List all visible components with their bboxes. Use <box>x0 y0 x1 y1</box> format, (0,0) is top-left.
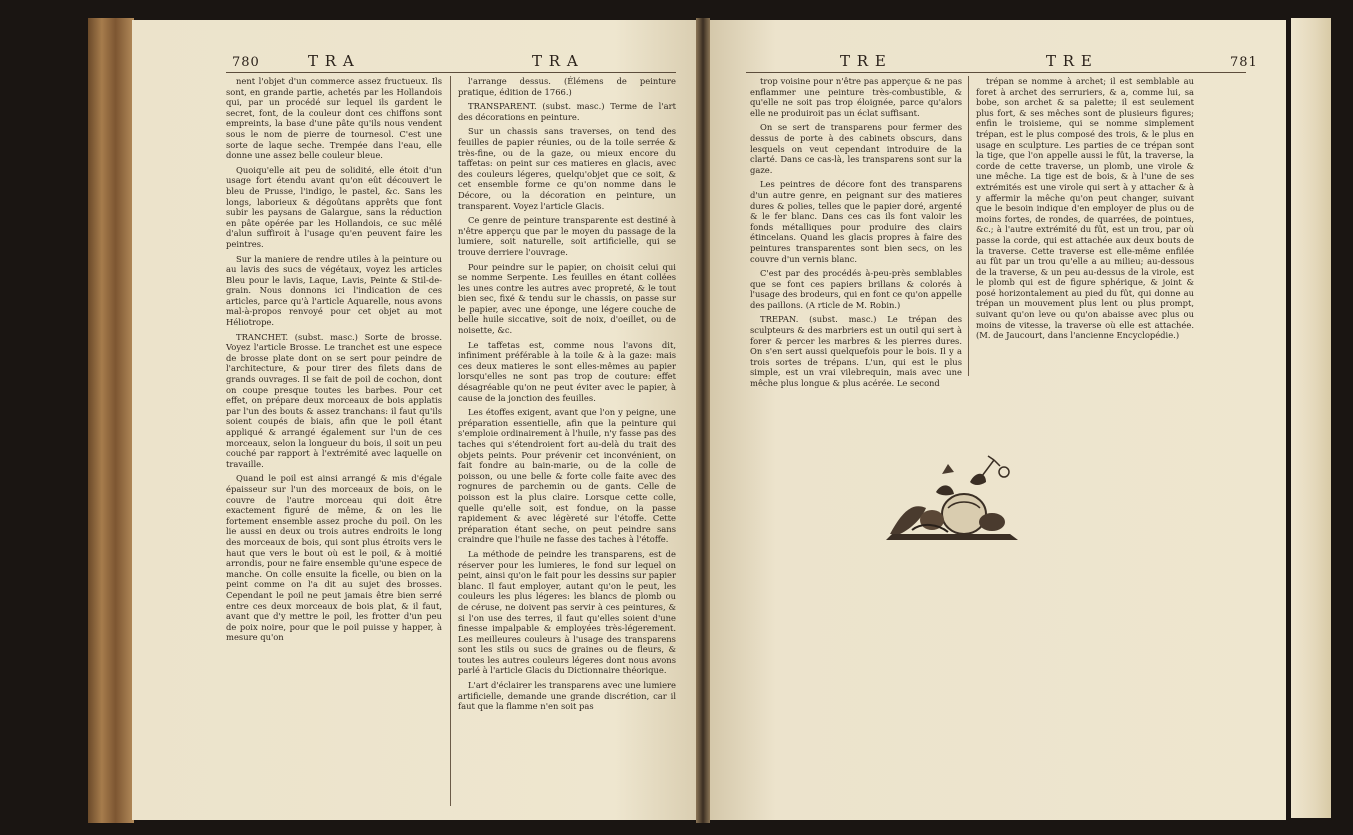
paragraph: TRANSPARENT. (subst. masc.) Terme de l'art des décorations en peinture. <box>458 101 676 122</box>
book-edge-left <box>88 18 134 823</box>
paragraph: Les étoffes exigent, avant que l'on y peigne, une préparation essentielle, afin que la peinture qui s'emploie ordinairement à l'huile, n'y fasse pas des taches qui s'étendroient fort au-delà du trait des objets peints. Pour prévenir cet inconvénient, on fait fondre au bain-marie, ou de la colle de poisson, ou une belle & forte colle faite avec des rognures de parchemin ou de gants. Celle de poisson est la plus claire. Lorsque cette colle, quelle qu'elle soit, est fondue, on la passe rapidement & avec légèreté sur l'étoffe. Cette préparation étant seche, on peut peindre sans craindre que l'huile ne fasse des taches à l'étoffe. <box>458 407 676 545</box>
left-column-1 <box>226 76 442 806</box>
left-column-2 <box>458 76 676 806</box>
right-column-1 <box>750 76 962 389</box>
right-column-2 <box>976 76 1194 376</box>
right-running-head-1: T R E <box>840 52 887 70</box>
paragraph: Le taffetas est, comme nous l'avons dit, infiniment préférable à la toile & à la gaze: mais ces deux matieres le sont elles-mêmes au papier lorsqu'elles ne sont pas trop de couture: effet désagréable qu'on ne peut éviter avec le papier, à cause de la jonction des feuilles. <box>458 339 676 403</box>
book-gutter <box>696 18 710 823</box>
floral-ornament-icon <box>882 452 1022 544</box>
paragraph: nent l'objet d'un commerce assez fructueux. Ils sont, en grande partie, achetés par les Hollandois qui, par un procédé sur lequel ils gardent le secret, font, de la couleur dont ces chiffons sont empreints, la base d'une pâte qu'ils nous vendent sous le nom de pierre de tournesol. C'est une sorte de laque seche. Trempée dans l'eau, elle donne une assez belle couleur bleue. <box>226 76 442 161</box>
left-running-head-1: T R A <box>308 52 355 70</box>
paragraph: C'est par des procédés à-peu-près semblables que se font ces papiers brillans & colorés à l'usage des brodeurs, qui en font ce qu'on appelle des paillons. (A rticle de M. Robin.) <box>750 268 962 310</box>
paragraph: TRANCHET. (subst. masc.) Sorte de brosse. Voyez l'article Brosse. Le tranchet est une espece de brosse plate dont on se sert pour peindre de l'architecture, & pour tirer des filets dans de grands ouvrages. Il se fait de poil de cochon, dont on coupe presque toutes les barbes. Pour cet effet, on prépare deux morceaux de bois applatis par l'un des bouts & assez tranchans: il faut qu'ils soient coupés de biais, afin que le poil étant appliqué & arrangé également sur l'un de ces morceaux, selon la longueur du bois, il soit un peu couché par rapport à l'extrémité avec laquelle on travaille. <box>226 331 442 469</box>
left-page-number: 780 <box>232 55 260 70</box>
paragraph: trépan se nomme à archet; il est semblable au foret à archet des serruriers, & a, comme lui, sa bobe, son archet & sa palette; il est seulement plus fort, & ses mêches sont de plusieurs figures; enfin le troisieme, qui se nomme simplement trépan, est le plus composé des trois, & le plus en usage en sculpture. Les parties de ce trépan sont la tige, que l'on appelle aussi le fût, la traverse, la corde de cette traverse, un plomb, une virole & une mêche. La tige est de bois, & à l'une de ses extrémités est une virole qui sert à y attacher & à y affermir la mêche qu'on peut changer, suivant que le besoin indique d'en employer de plus ou de moins fortes, de rondes, de quarrées, de pointues, &c.; à l'autre extrémité du fût, est un trou, par où passe la corde, qui est attachée aux deux bouts de la traverse. Cette traverse est elle-même enfilée au fût par un trou qu'elle a au milieu; au-dessous de la traverse, & un peu au-dessus de la virole, est le plomb qui est de figure sphérique, & joint & posé horizontalement au pied du fût, qui donne au trépan un mouvement plus lent ou plus prompt, suivant qu'on leve ou qu'on abaisse avec plus ou moins de vitesse, la traverse où elle est attachée. (M. de Jaucourt, dans l'ancienne Encyclopédie.) <box>976 76 1194 341</box>
paragraph: Sur un chassis sans traverses, on tend des feuilles de papier réunies, ou de la toile serrée & très-fine, ou de la gaze, ou mieux encore du taffetas: on peint sur ces matieres en glacis, avec des couleurs légeres, quelqu'objet que ce soit, & cet ensemble forme ce qu'on nomme dans le Décore, ou la décoration en peinture, un transparent. Voyez l'article Glacis. <box>458 126 676 211</box>
paragraph: Quand le poil est ainsi arrangé & mis d'égale épaisseur sur l'un des morceaux de bois, on le couvre de l'autre morceau qui doit être exactement figuré de même, & on les lie fortement ensemble assez proche du poil. On les lie aussi en deux ou trois autres endroits le long des morceaux de bois, qui sont plus étroits vers le haut que vers le bout où est le poil, & à moitié arrondis, pour ne faire ensemble qu'une espece de manche. On colle ensuite la ficelle, ou bien on la peint comme on l'a dit au sujet des brosses. Cependant le poil ne peut jamais être bien serré entre ces deux morceaux de bois plat, & il faut, avant que d'y mettre le poil, les frotter d'un peu de poix noire, pour que le poil puisse y happer, à mesure qu'on <box>226 473 442 643</box>
paragraph: On se sert de transparens pour fermer des dessus de porte à des cabinets obscurs, dans lesquels on veut cependant introduire de la clarté. Dans ce cas-là, les transparens sont sur la gaze. <box>750 122 962 175</box>
paragraph: L'art d'éclairer les transparens avec une lumiere artificielle, demande une grande discrétion, car il faut que la flamme n'en soit pas <box>458 680 676 712</box>
paragraph: Ce genre de peinture transparente est destiné à n'être apperçu que par le moyen du passage de la lumiere, soit naturelle, soit artificielle, qui se trouve derriere l'ouvrage. <box>458 215 676 257</box>
right-column-divider <box>968 76 969 376</box>
paragraph: Quoiqu'elle ait peu de solidité, elle étoit d'un usage fort étendu avant qu'on eût découvert le bleu de Prusse, l'indigo, le pastel, &c. Sans les longs, laborieux & dégoûtans apprêts que font subir les paysans de Galargue, sans la réduction en pâte opérée par les Hollandois, ce suc mêlé d'alun suffiroit à l'usage qu'en peuvent faire les peintres. <box>226 164 442 249</box>
paragraph: La méthode de peindre les transparens, est de réserver pour les lumieres, le fond sur lequel on peint, ainsi qu'on le fait pour les dessins sur papier blanc. Il faut employer, autant qu'on le peut, les couleurs les plus légeres: les blancs de plomb ou de céruse, ne doivent pas servir à ces peintures, & si l'on use des terres, il faut qu'elles soient d'une finesse impalpable & employées très-légerement. Les meilleures couleurs à l'usage des transparens sont les stils ou sucs de graines ou de fleurs, & toutes les autres couleurs légeres dont nous avons parlé à l'article Glacis du Dictionnaire théorique. <box>458 548 676 676</box>
paragraph: TREPAN. (subst. masc.) Le trépan des sculpteurs & des marbriers est un outil qui sert à forer & percer les marbres & les pierres dures. On s'en sert aussi quelquefois pour le bois. Il y a trois sortes de trépans. L'un, qui est le plus simple, est un vrai vilebrequin, mais avec une mêche plus longue & plus acérée. Le second <box>750 314 962 389</box>
right-header-rule <box>746 72 1246 73</box>
paragraph: Pour peindre sur le papier, on choisit celui qui se nomme Serpente. Les feuilles en étant collées les unes contre les autres avec propreté, & le tout bien sec, fixé & tendu sur le chassis, on passe sur le papier, avec une éponge, une légere couche de belle huile siccative, soit de noix, d'oeillet, ou de noisette, &c. <box>458 261 676 336</box>
left-column-divider <box>450 76 451 806</box>
book-edge-right <box>1291 18 1331 818</box>
paragraph: Les peintres de décore font des transparens d'un autre genre, en peignant sur des matieres dures & polies, telles que le papier doré, argenté & le fer blanc. Dans ces cas ils font valoir les fonds métalliques pour produire des clairs étincelans. Quand les glacis propres à faire des peintures transparentes sont bien secs, on les couvre d'un vernis blanc. <box>750 179 962 264</box>
right-page-number: 781 <box>1230 55 1258 70</box>
left-running-head-2: T R A <box>532 52 579 70</box>
left-header-rule <box>226 72 676 73</box>
paragraph: Sur la maniere de rendre utiles à la peinture ou au lavis des sucs de végétaux, voyez les articles Bleu pour le lavis, Laque, Lavis, Peinte & Stil-de-grain. Nous donnons ici l'indication de ces articles, parce qu'à l'article Aquarelle, nous avons mal-à-propos renvoyé pour cet objet au mot Héliotrope. <box>226 253 442 328</box>
paragraph: trop voisine pour n'être pas apperçue & ne pas enflammer une peinture très-combustible, & qu'elle ne soit pas trop éloignée, parce qu'alors elle ne produiroit pas un éclat suffisant. <box>750 76 962 118</box>
paragraph: l'arrange dessus. (Élémens de peinture pratique, édition de 1766.) <box>458 76 676 97</box>
right-running-head-2: T R E <box>1046 52 1093 70</box>
